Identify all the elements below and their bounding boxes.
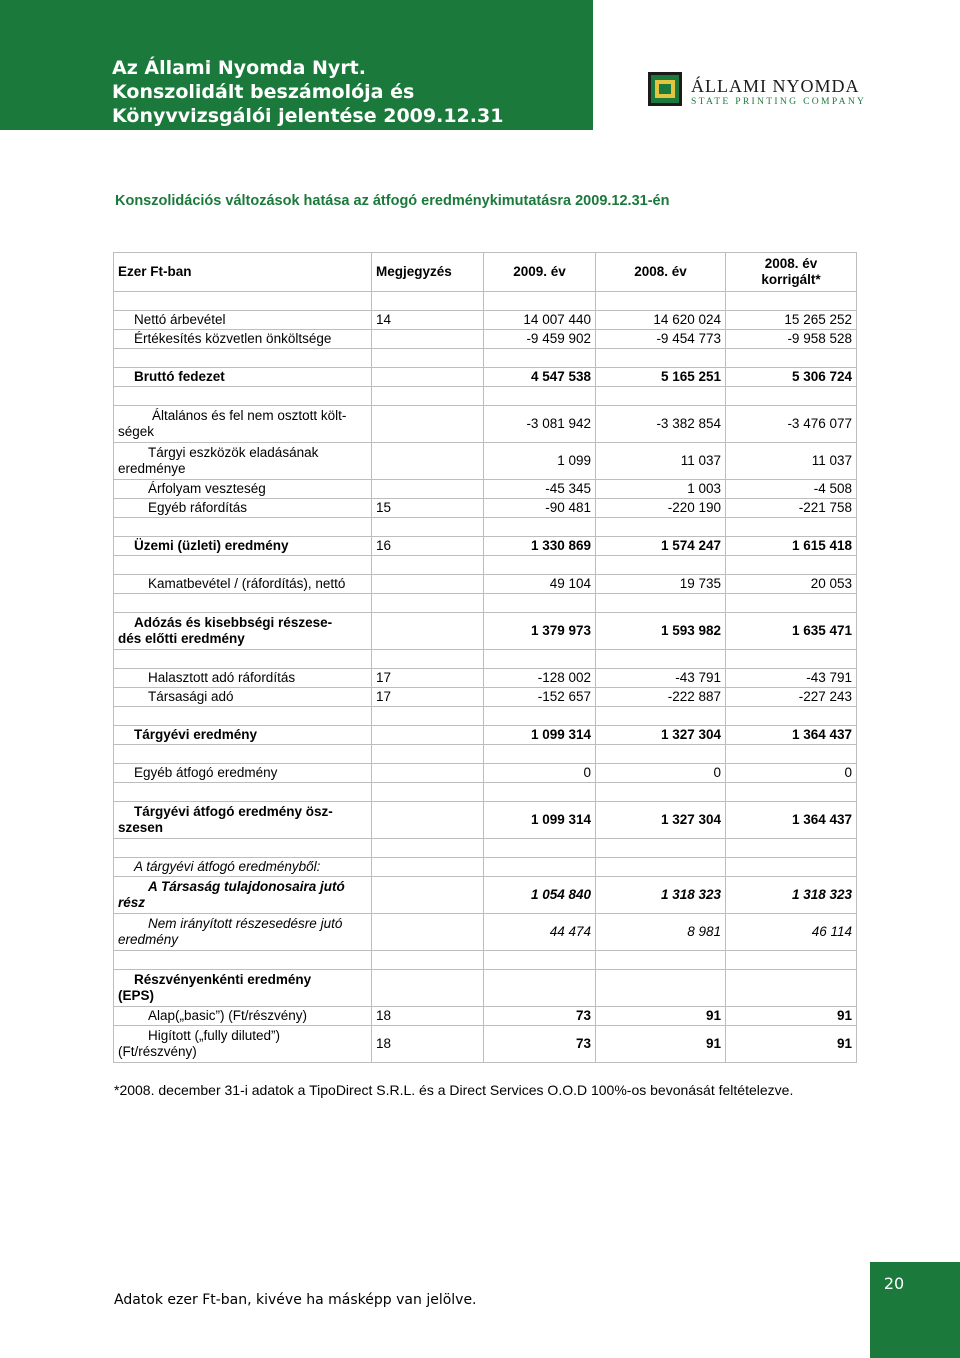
header-2008-corrected [726, 253, 857, 292]
table-row [114, 802, 857, 839]
table-row [114, 914, 857, 951]
spacer-row [114, 292, 857, 311]
row-value-2008: -9 454 773 [596, 330, 726, 349]
logo-subtitle: STATE PRINTING COMPANY [691, 96, 867, 107]
header-2008-corrected-line2: korrigált* [761, 272, 821, 287]
row-value-2008: -3 382 854 [596, 406, 726, 443]
row-label [114, 877, 372, 914]
row-value-2008-corrected: -4 508 [726, 480, 857, 499]
row-note: 17 [372, 669, 484, 688]
row-note [372, 802, 484, 839]
row-value-2008-corrected: -3 476 077 [726, 406, 857, 443]
row-label-line2: ségek [118, 424, 155, 439]
row-value-2008: -43 791 [596, 669, 726, 688]
spacer-row [114, 650, 857, 669]
state-printing-logo-mark-icon [648, 72, 682, 106]
spacer-row [114, 349, 857, 368]
row-value-2009: 1 099 314 [484, 726, 596, 745]
footnote: *2008. december 31-i adatok a TipoDirect S.R.L. és a Direct Services O.O.D 100%-os bevonását feltételezve. [114, 1082, 794, 1098]
row-label: Árfolyam veszteség [114, 480, 372, 499]
row-value-2009: 1 099 314 [484, 802, 596, 839]
row-label: Bruttó fedezet [114, 368, 372, 387]
row-note [372, 575, 484, 594]
row-note [372, 443, 484, 480]
row-value-2009: -3 081 942 [484, 406, 596, 443]
row-note [372, 726, 484, 745]
row-value-2008-corrected: -221 758 [726, 499, 857, 518]
row-label-line2: (Ft/részvény) [118, 1044, 197, 1059]
row-note: 17 [372, 688, 484, 707]
row-value-2008-corrected: 1 364 437 [726, 726, 857, 745]
row-value-2008: 1 003 [596, 480, 726, 499]
row-value-2008: -220 190 [596, 499, 726, 518]
row-value-2008: 1 327 304 [596, 802, 726, 839]
spacer-row [114, 839, 857, 858]
row-value-2008-corrected: -43 791 [726, 669, 857, 688]
row-label-line1: A Társaság tulajdonosaira jutó [148, 879, 345, 894]
table-row [114, 970, 857, 1007]
row-label: Társasági adó [114, 688, 372, 707]
row-note [372, 406, 484, 443]
row-value-2008-corrected: 15 265 252 [726, 311, 857, 330]
spacer-row [114, 707, 857, 726]
row-label-line2: eredménye [118, 461, 186, 476]
table-row [114, 311, 857, 330]
row-value-2009: 14 007 440 [484, 311, 596, 330]
header-band [0, 0, 593, 130]
table-row [114, 443, 857, 480]
row-label: Nettó árbevétel [114, 311, 372, 330]
logo-name: ÁLLAMI NYOMDA [691, 76, 860, 96]
table-row [114, 669, 857, 688]
row-value-2009: -90 481 [484, 499, 596, 518]
page-number: 20 [883, 1274, 905, 1293]
table-header-row [114, 253, 857, 292]
row-value-2008-corrected: 1 635 471 [726, 613, 857, 650]
report-title-line-2: Konszolidált beszámolója és [112, 81, 415, 103]
page-number-box [870, 1262, 960, 1358]
row-label: Értékesítés közvetlen önköltsége [114, 330, 372, 349]
row-value-2008: 1 593 982 [596, 613, 726, 650]
row-value-2008: 1 574 247 [596, 537, 726, 556]
row-label [114, 1026, 372, 1063]
row-label: Egyéb átfogó eredmény [114, 764, 372, 783]
row-label-line1: Nem irányított részesedésre jutó [148, 916, 343, 931]
row-value-2009: 1 330 869 [484, 537, 596, 556]
row-label-line1: Részvényenkénti eredmény [134, 972, 312, 987]
row-note: 18 [372, 1026, 484, 1063]
row-note [372, 877, 484, 914]
row-value-2009: 73 [484, 1026, 596, 1063]
table-row [114, 764, 857, 783]
row-label: A tárgyévi átfogó eredményből: [114, 858, 372, 877]
spacer-row [114, 745, 857, 764]
row-label-line1: Tárgyi eszközök eladásának [148, 445, 319, 460]
row-value-2008-corrected: 11 037 [726, 443, 857, 480]
row-value-2009: 1 099 [484, 443, 596, 480]
row-value-2008-corrected: 20 053 [726, 575, 857, 594]
row-value-2008-corrected: 1 364 437 [726, 802, 857, 839]
report-title-line-3: Könyvvizsgálói jelentése 2009.12.31 [112, 105, 504, 127]
report-title-line-1: Az Állami Nyomda Nyrt. [112, 57, 366, 79]
row-label-line2: (EPS) [118, 988, 155, 1003]
row-value-2009: 49 104 [484, 575, 596, 594]
header-2008: 2008. év [596, 253, 726, 292]
table-row [114, 858, 857, 877]
row-value-2008-corrected: 91 [726, 1026, 857, 1063]
row-label [114, 914, 372, 951]
row-label: Üzemi (üzleti) eredmény [114, 537, 372, 556]
row-value-2008-corrected: 1 615 418 [726, 537, 857, 556]
table-row [114, 575, 857, 594]
row-value-2008-corrected: -9 958 528 [726, 330, 857, 349]
row-label: Egyéb ráfordítás [114, 499, 372, 518]
row-value-2009: 4 547 538 [484, 368, 596, 387]
row-label-line2: szesen [118, 820, 164, 835]
table-row [114, 480, 857, 499]
row-value-2009: -45 345 [484, 480, 596, 499]
row-value-2009: -152 657 [484, 688, 596, 707]
table-row [114, 499, 857, 518]
row-label [114, 970, 372, 1007]
row-value-2008: 5 165 251 [596, 368, 726, 387]
spacer-row [114, 783, 857, 802]
table-row [114, 406, 857, 443]
row-value-2009: 0 [484, 764, 596, 783]
row-value-2009: 1 379 973 [484, 613, 596, 650]
table-row [114, 688, 857, 707]
row-label-line1: Tárgyévi átfogó eredmény ösz- [134, 804, 333, 819]
spacer-row [114, 951, 857, 970]
row-note: 15 [372, 499, 484, 518]
row-value-2008: 14 620 024 [596, 311, 726, 330]
spacer-row [114, 594, 857, 613]
income-statement-table [113, 252, 857, 1063]
row-note [372, 764, 484, 783]
spacer-row [114, 387, 857, 406]
row-note: 14 [372, 311, 484, 330]
row-label: Halasztott adó ráfordítás [114, 669, 372, 688]
bottom-note: Adatok ezer Ft-ban, kivéve ha másképp van jelölve. [114, 1292, 477, 1308]
row-value-2008: 91 [596, 1026, 726, 1063]
row-label-line1: Adózás és kisebbségi részese- [134, 615, 333, 630]
header-2008-corrected-line1: 2008. év [764, 256, 818, 271]
row-note [372, 914, 484, 951]
row-value-2008: 0 [596, 764, 726, 783]
table-row [114, 726, 857, 745]
row-label [114, 406, 372, 443]
row-value-2008: 1 318 323 [596, 877, 726, 914]
row-value-2009: 1 054 840 [484, 877, 596, 914]
row-value-2008-corrected: -227 243 [726, 688, 857, 707]
row-note: 16 [372, 537, 484, 556]
table-row [114, 330, 857, 349]
spacer-row [114, 518, 857, 537]
row-value-2008: 91 [596, 1007, 726, 1026]
table-row [114, 537, 857, 556]
table-row [114, 1007, 857, 1026]
row-note [372, 613, 484, 650]
header-2009: 2009. év [484, 253, 596, 292]
header-note: Megjegyzés [372, 253, 484, 292]
row-value-2009: 73 [484, 1007, 596, 1026]
row-note [372, 480, 484, 499]
row-value-2008-corrected: 91 [726, 1007, 857, 1026]
header-label: Ezer Ft-ban [114, 253, 372, 292]
row-note [372, 330, 484, 349]
row-label: Alap(„basic”) (Ft/részvény) [114, 1007, 372, 1026]
spacer-row [114, 556, 857, 575]
row-label-line2: eredmény [118, 932, 179, 947]
row-value-2008-corrected: 46 114 [726, 914, 857, 951]
row-value-2008: 11 037 [596, 443, 726, 480]
row-value-2008-corrected: 5 306 724 [726, 368, 857, 387]
row-label [114, 613, 372, 650]
row-value-2008: -222 887 [596, 688, 726, 707]
row-value-2009: -9 459 902 [484, 330, 596, 349]
section-title: Konszolidációs változások hatása az átfogó eredménykimutatásra 2009.12.31-én [115, 193, 670, 209]
company-logo [648, 72, 867, 112]
row-label [114, 802, 372, 839]
row-value-2008: 8 981 [596, 914, 726, 951]
table-row [114, 613, 857, 650]
row-value-2008-corrected: 0 [726, 764, 857, 783]
row-value-2008: 19 735 [596, 575, 726, 594]
table-row [114, 368, 857, 387]
row-label-line1: Higított („fully diluted”) [148, 1028, 281, 1043]
row-label: Tárgyévi eredmény [114, 726, 372, 745]
report-title [112, 56, 582, 128]
row-label [114, 443, 372, 480]
row-value-2009: 44 474 [484, 914, 596, 951]
table-row [114, 877, 857, 914]
row-label-line2: rész [118, 895, 146, 910]
row-note [372, 368, 484, 387]
row-note: 18 [372, 1007, 484, 1026]
row-label: Kamatbevétel / (ráfordítás), nettó [114, 575, 372, 594]
table-row [114, 1026, 857, 1063]
row-value-2008-corrected: 1 318 323 [726, 877, 857, 914]
row-label-line2: dés előtti eredmény [118, 631, 245, 646]
row-value-2009: -128 002 [484, 669, 596, 688]
row-label-line1: Általános és fel nem osztott költ- [152, 408, 347, 423]
row-value-2008: 1 327 304 [596, 726, 726, 745]
